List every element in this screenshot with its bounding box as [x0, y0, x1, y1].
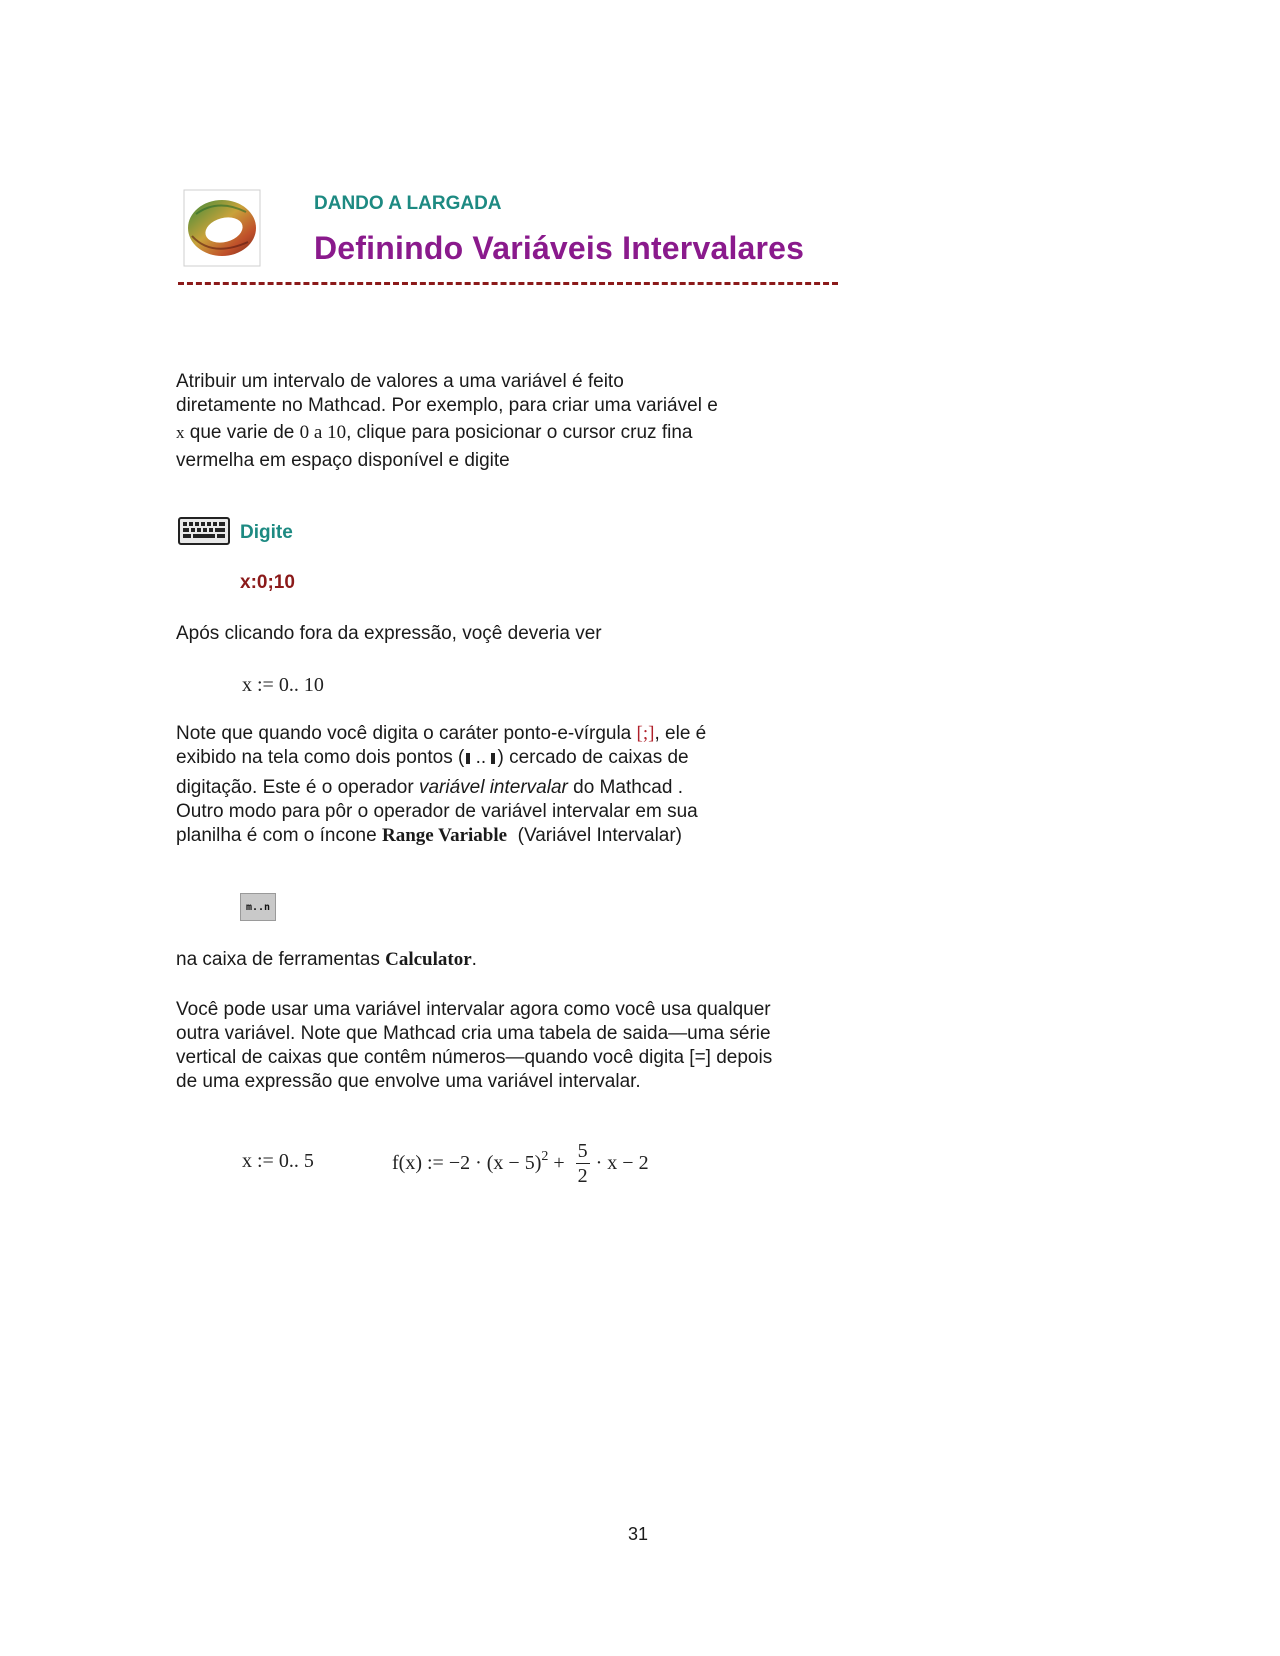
range-operator-icon: .. — [466, 746, 495, 770]
note-paragraph — [176, 722, 826, 848]
range-expression-1: x := 0.. 10 — [242, 674, 324, 696]
toolbox-b: . — [471, 949, 477, 970]
after-click-text: Após clicando fora da expressão, voçê deveria ver — [176, 623, 602, 644]
fraction-numerator: 5 — [577, 1139, 588, 1162]
function-lhs: f(x) := −2 · (x − 5) — [392, 1151, 542, 1174]
type-label: Digite — [240, 522, 293, 543]
note-i: (Variável Intervalar) — [517, 825, 683, 847]
toolbox-text — [176, 948, 477, 972]
note-e-italic: variável intervalar — [418, 777, 568, 799]
range-expression-2: x := 0.. 5 — [242, 1150, 314, 1172]
intro-line-4: vermelha em espaço disponível e digite — [176, 450, 510, 471]
dashed-divider — [178, 282, 838, 285]
fraction-denominator: 2 — [577, 1164, 588, 1187]
range-variable-icon-label: m..n — [245, 901, 271, 913]
keyboard-icon — [178, 517, 230, 545]
fraction — [576, 1139, 590, 1188]
note-a: Note que quando você digita o caráter ponto-e-vírgula — [176, 723, 632, 744]
intro-line-3-a: que varie de — [189, 422, 295, 443]
note-f: do Mathcad . — [573, 777, 683, 799]
note-d: ) cercado de caixas de — [497, 747, 689, 769]
calculator-label: Calculator — [385, 949, 472, 970]
function-exponent: 2 — [541, 1149, 549, 1164]
page-number: 31 — [628, 1524, 649, 1544]
range-variable-label: Range Variable — [381, 825, 508, 847]
range-variable-button[interactable] — [240, 893, 276, 921]
note-line-3 — [176, 776, 826, 800]
note-e: digitação. Este é o operador — [176, 777, 414, 799]
variable-x: x — [176, 423, 185, 442]
usage-line-1: Você pode usar uma variável intervalar agora como você usa qualquer — [176, 999, 771, 1020]
intro-line-3 — [176, 420, 816, 446]
page-title: Definindo Variáveis Intervalares — [314, 230, 805, 266]
function-expression — [392, 1135, 649, 1191]
note-c: exibido na tela como dois pontos ( — [176, 747, 465, 769]
note-h: planilha é com o íncone — [176, 825, 377, 847]
range-0-10: 0 a 10 — [299, 422, 347, 443]
section-kicker: DANDO A LARGADA — [314, 193, 502, 214]
usage-line-4: de uma expressão que envolve uma variável intervalar. — [176, 1071, 641, 1092]
usage-line-2: outra variável. Note que Mathcad cria uma tabela de saida—uma série — [176, 1023, 771, 1044]
semicolon-key: [;] — [636, 723, 655, 744]
intro-line-2: diretamente no Mathcad. Por exemplo, para criar uma variável e — [176, 395, 718, 416]
function-plus: + — [548, 1151, 570, 1174]
note-g: Outro modo para pôr o operador de variável intervalar em sua — [176, 801, 698, 823]
usage-paragraph — [176, 998, 836, 1094]
usage-line-3: vertical de caixas que contêm números—quando você digita [=] depois — [176, 1047, 773, 1068]
intro-line-1: Atribuir um intervalo de valores a uma variável é feito — [176, 371, 624, 392]
note-b: , ele é — [654, 723, 707, 744]
intro-paragraph — [176, 370, 816, 473]
toolbox-a: na caixa de ferramentas — [176, 949, 380, 970]
intro-line-3-b: , clique para posicionar o cursor cruz fina — [346, 422, 693, 443]
typed-input: x:0;10 — [240, 572, 295, 593]
function-tail: · x − 2 — [595, 1151, 649, 1174]
mobius-logo-icon — [182, 188, 262, 268]
